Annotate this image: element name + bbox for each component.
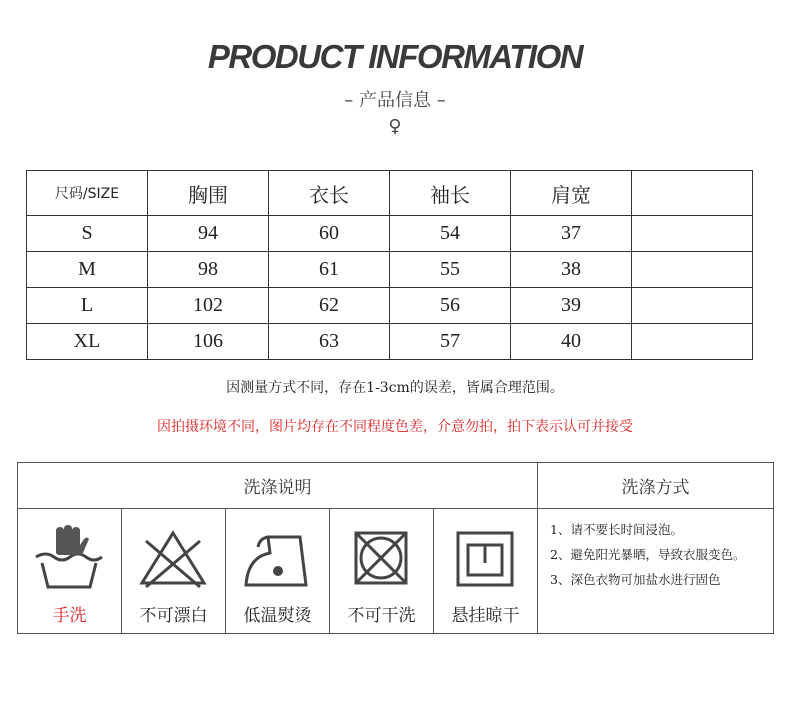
hand-wash-icon xyxy=(32,523,106,595)
table-cell: L xyxy=(27,288,148,324)
header-sleeve: 袖长 xyxy=(390,171,511,216)
table-cell: 38 xyxy=(511,252,632,288)
table-cell: 39 xyxy=(511,288,632,324)
table-cell: 55 xyxy=(390,252,511,288)
care-method-item: 2、避免阳光暴晒，导致衣服变色。 xyxy=(550,547,746,562)
no-bleach-icon xyxy=(136,523,210,595)
care-table xyxy=(17,462,774,634)
table-row xyxy=(27,216,753,252)
care-method-title: 洗涤方式 xyxy=(538,463,773,509)
care-method-item: 1、请不要长时间浸泡。 xyxy=(550,522,683,537)
table-cell: 60 xyxy=(269,216,390,252)
table-row xyxy=(27,252,753,288)
table-cell: 106 xyxy=(148,324,269,360)
table-cell xyxy=(632,288,753,324)
table-cell: S xyxy=(27,216,148,252)
low-temp-iron-icon xyxy=(240,523,314,595)
care-label: 不可干洗 xyxy=(347,606,416,626)
care-label: 低温熨烫 xyxy=(243,606,312,626)
header-size: 尺码/SIZE xyxy=(27,171,148,216)
table-cell: 56 xyxy=(390,288,511,324)
table-cell: 94 xyxy=(148,216,269,252)
table-cell: 62 xyxy=(269,288,390,324)
color-warning-note: 因拍摄环境不同，图片均存在不同程度色差，介意勿拍，拍下表示认可并接受 xyxy=(157,419,633,435)
table-cell xyxy=(632,324,753,360)
care-label: 悬挂晾干 xyxy=(451,606,520,626)
measurement-note: 因测量方式不同，存在1-3cm的误差，皆属合理范围。 xyxy=(226,380,564,396)
female-symbol-icon: ♀ xyxy=(388,116,402,137)
size-table xyxy=(26,170,753,360)
table-cell: 63 xyxy=(269,324,390,360)
care-instructions-title: 洗涤说明 xyxy=(18,463,538,509)
size-table-header-row xyxy=(27,171,753,216)
table-cell: XL xyxy=(27,324,148,360)
table-row xyxy=(27,324,753,360)
header-length: 衣长 xyxy=(269,171,390,216)
care-item-low-temp-iron xyxy=(226,509,330,633)
care-item-hang-dry xyxy=(434,509,538,633)
table-cell xyxy=(632,252,753,288)
care-item-no-bleach xyxy=(122,509,226,633)
care-item-hand-wash xyxy=(18,509,122,633)
page-title: PRODUCT INFORMATION xyxy=(207,38,583,75)
care-methods xyxy=(538,509,773,633)
care-method-item: 3、深色衣物可加盐水进行固色 xyxy=(550,572,721,587)
page-subtitle: – 产品信息 – xyxy=(344,90,446,111)
no-dry-clean-icon xyxy=(344,523,418,595)
header-shoulder: 肩宽 xyxy=(511,171,632,216)
table-cell: 37 xyxy=(511,216,632,252)
hang-dry-icon xyxy=(448,523,522,595)
table-cell: 98 xyxy=(148,252,269,288)
care-label: 手洗 xyxy=(52,606,87,626)
table-cell: M xyxy=(27,252,148,288)
table-cell: 57 xyxy=(390,324,511,360)
care-item-no-dry-clean xyxy=(330,509,434,633)
header-chest: 胸围 xyxy=(148,171,269,216)
table-cell: 54 xyxy=(390,216,511,252)
table-row xyxy=(27,288,753,324)
table-cell: 40 xyxy=(511,324,632,360)
table-cell: 61 xyxy=(269,252,390,288)
header-empty xyxy=(632,171,753,216)
table-cell xyxy=(632,216,753,252)
care-label: 不可漂白 xyxy=(139,606,208,626)
table-cell: 102 xyxy=(148,288,269,324)
